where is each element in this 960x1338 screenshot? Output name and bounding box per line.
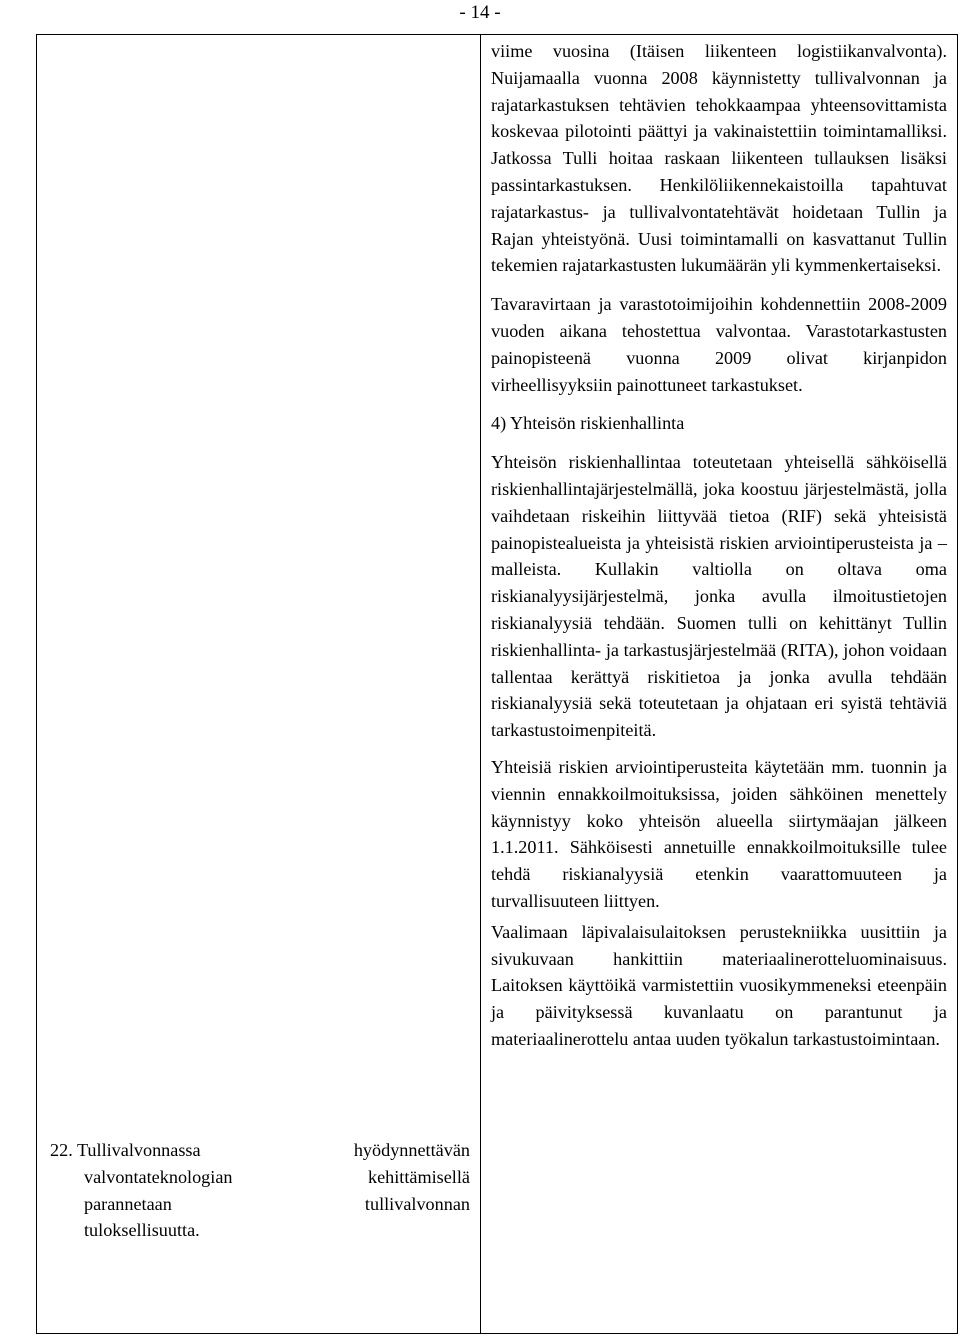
paragraph-logistics: viime vuosina (Itäisen liikenteen logistiikanvalvonta). Nuijamaalla vuonna 2008 käynnistetty tullivalvonnan ja rajatarkastuksen tehtävien tehokkaampaa yhteensovittamista koskevaa pilotointi päättyi ja vakinaistettiin toimintamalliksi. Jatkossa Tulli hoitaa raskaan liikenteen tullauksen lisäksi passintarkastuksen. Henkilöliikennekaistoilla tapahtuvat rajatarkastus- ja tullivalvontatehtävät hoidetaan Tullin ja Rajan yhteistyönä. Uusi toimintamalli on kasvattanut Tullin tekemien rajatarkastusten lukumäärän yli kymmenkertaiseksi. bbox=[491, 41, 947, 276]
recommendation-line bbox=[50, 1191, 470, 1218]
recommendation-line bbox=[50, 1137, 470, 1164]
recommendation-text: parannetaan bbox=[84, 1193, 172, 1214]
text-cell bbox=[491, 38, 947, 1053]
recommendation-text: valvontateknologian bbox=[84, 1166, 233, 1187]
recommendation-cell bbox=[50, 1137, 470, 1244]
page-number: - 14 - bbox=[459, 2, 501, 23]
recommendation-text: kehittämisellä bbox=[367, 1166, 470, 1187]
recommendation-text: tullivalvonnan bbox=[364, 1193, 470, 1214]
paragraph-risk-management: Yhteisön riskienhallintaa toteutetaan yhteisellä sähköisellä riskienhallintajärjestelmällä, joka koostuu järjestelmästä, jolla vaihdetaan riskeihin liittyvää tietoa (RIF) sekä yhteisistä painopistealueista ja yhteisistä riskien arviointiperusteista ja –malleista. Kullakin valtiolla on oltava oma riskianalyysijärjestelmä, jonka avulla ilmoitustietojen riskianalyysiä tehdään. Suomen tulli on kehittänyt Tullin riskienhallinta- ja tarkastusjärjestelmää (RITA), johon voidaan tallentaa kerättyä riskitietoa ja jonka avulla tehdään riskianalyysiä sekä toteutetaan ja ohjataan eri syistä tehtäviä tarkastustoimenpiteitä. bbox=[491, 452, 947, 741]
recommendation-text: tuloksellisuutta. bbox=[84, 1220, 200, 1241]
recommendation-line bbox=[50, 1164, 470, 1191]
recommendation-line bbox=[50, 1217, 470, 1244]
recommendation-text: hyödynnettävän bbox=[353, 1140, 470, 1160]
column-divider bbox=[480, 34, 481, 1334]
section-heading: 4) Yhteisön riskienhallinta bbox=[491, 413, 685, 434]
paragraph-xray-facility: Vaalimaan läpivalaisulaitoksen perustekniikka uusittiin ja sivukuvaan hankittiin materiaalinerotteluominaisuus. Laitoksen käyttöikä varmistettiin vuosikymmeneksi eteenpäin ja päivityksessä kuvanlaatu on parantunut ja materiaalinerottelu antaa uuden työkalun tarkastustoimintaan. bbox=[491, 921, 947, 1049]
paragraph-goods-control: Tavaravirtaan ja varastotoimijoihin kohdennettiin 2008-2009 vuoden aikana tehostettua valvontaa. Varastotarkastusten painopisteenä vuonna 2009 olivat kirjanpidon virheellisyyksiin painottuneet tarkastukset. bbox=[491, 294, 947, 395]
paragraph-risk-criteria: Yhteisiä riskien arviointiperusteita käytetään mm. tuonnin ja viennin ennakkoilmoituksissa, joiden sähköinen menettely käynnistyy koko yhteisön alueella siirtymäajan jälkeen 1.1.2011. Sähköisesti annetuille ennakkoilmoituksille tulee tehdä riskianalyysiä etenkin vaarattomuuteen ja turvallisuuteen liittyen. bbox=[491, 756, 947, 911]
recommendation-text: 22. Tullivalvonnassa bbox=[50, 1140, 201, 1160]
